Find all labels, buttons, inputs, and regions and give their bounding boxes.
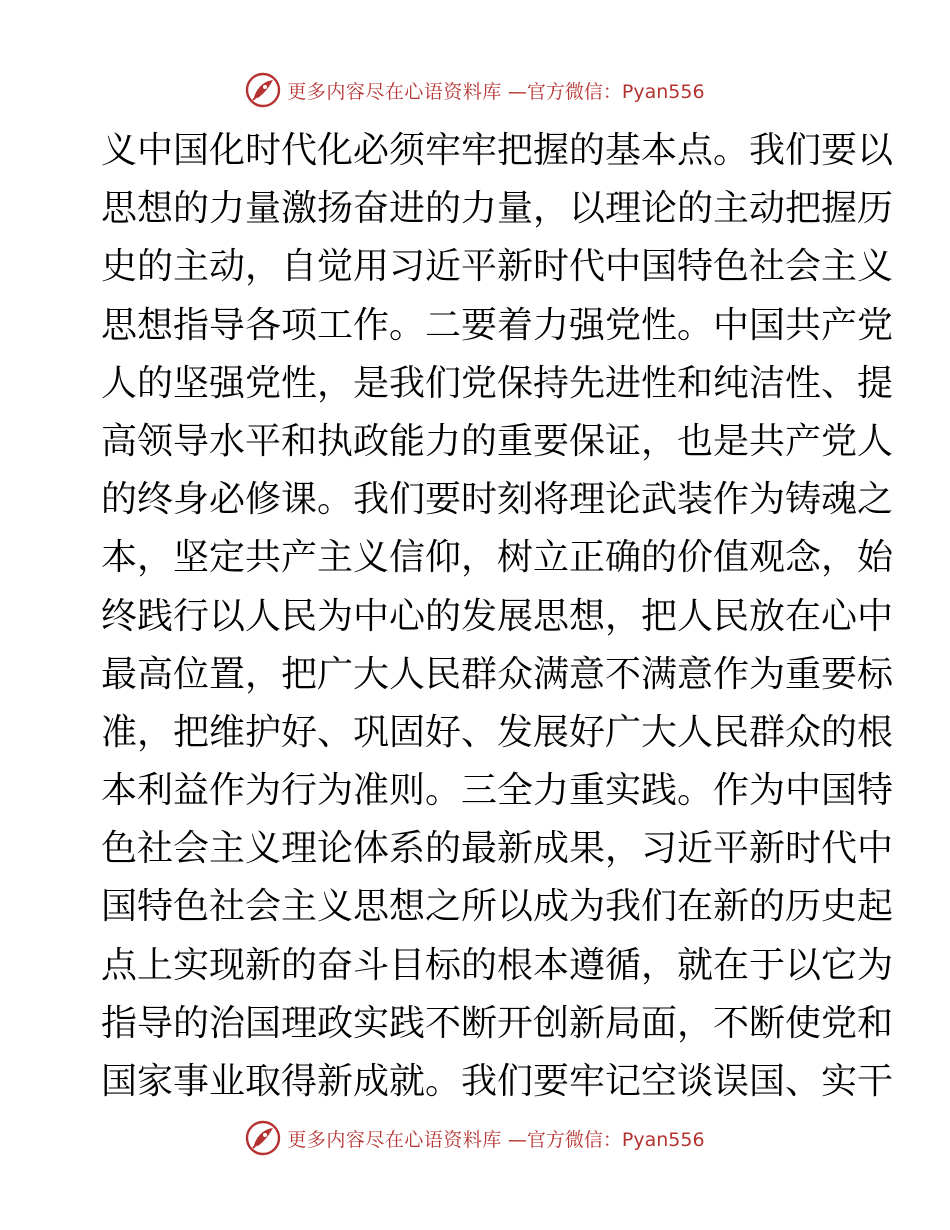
body-line: 思想指导各项工作。二要着力强党性。中国共产党 <box>101 304 894 346</box>
pen-nib-logo-icon <box>245 1120 281 1156</box>
body-line: 思想的力量激扬奋进的力量，以理论的主动把握历 <box>101 188 894 230</box>
body-line: 色社会主义理论体系的最新成果，习近平新时代中 <box>101 828 894 870</box>
footer-banner-text: 更多内容尽在心语资料库 <box>287 1128 502 1151</box>
body-line: 终践行以人民为中心的发展思想，把人民放在心中 <box>101 595 894 637</box>
body-line: 本利益作为行为准则。三全力重实践。作为中国特 <box>101 770 894 812</box>
footer-banner <box>0 1118 950 1158</box>
body-line: 最高位置，把广大人民群众满意不满意作为重要标 <box>101 653 894 695</box>
body-line: 指导的治国理政实践不断开创新局面，不断使党和 <box>101 1002 894 1044</box>
document-body <box>101 122 894 1111</box>
footer-contact-text: —官方微信：Pyan556 <box>507 1128 705 1151</box>
body-line: 史的主动，自觉用习近平新时代中国特色社会主义 <box>101 246 894 288</box>
body-line: 高领导水平和执政能力的重要保证，也是共产党人 <box>101 420 894 462</box>
body-line: 点上实现新的奋斗目标的根本遵循，就在于以它为 <box>101 944 894 986</box>
body-line: 人的坚强党性，是我们党保持先进性和纯洁性、提 <box>101 362 894 404</box>
body-line: 义中国化时代化必须牢牢把握的基本点。我们要以 <box>101 130 894 171</box>
pen-nib-logo-icon <box>245 72 281 108</box>
body-line: 国特色社会主义思想之所以成为我们在新的历史起 <box>101 886 894 928</box>
body-line: 本，坚定共产主义信仰，树立正确的价值观念，始 <box>101 537 894 579</box>
header-banner <box>0 70 950 110</box>
body-line: 国家事业取得新成就。我们要牢记空谈误国、实干 <box>101 1061 894 1102</box>
body-line: 的终身必修课。我们要时刻将理论武装作为铸魂之 <box>101 479 894 521</box>
header-contact-text: —官方微信：Pyan556 <box>507 80 705 103</box>
header-banner-text: 更多内容尽在心语资料库 <box>287 80 502 103</box>
body-line: 准，把维护好、巩固好、发展好广大人民群众的根 <box>101 711 894 753</box>
